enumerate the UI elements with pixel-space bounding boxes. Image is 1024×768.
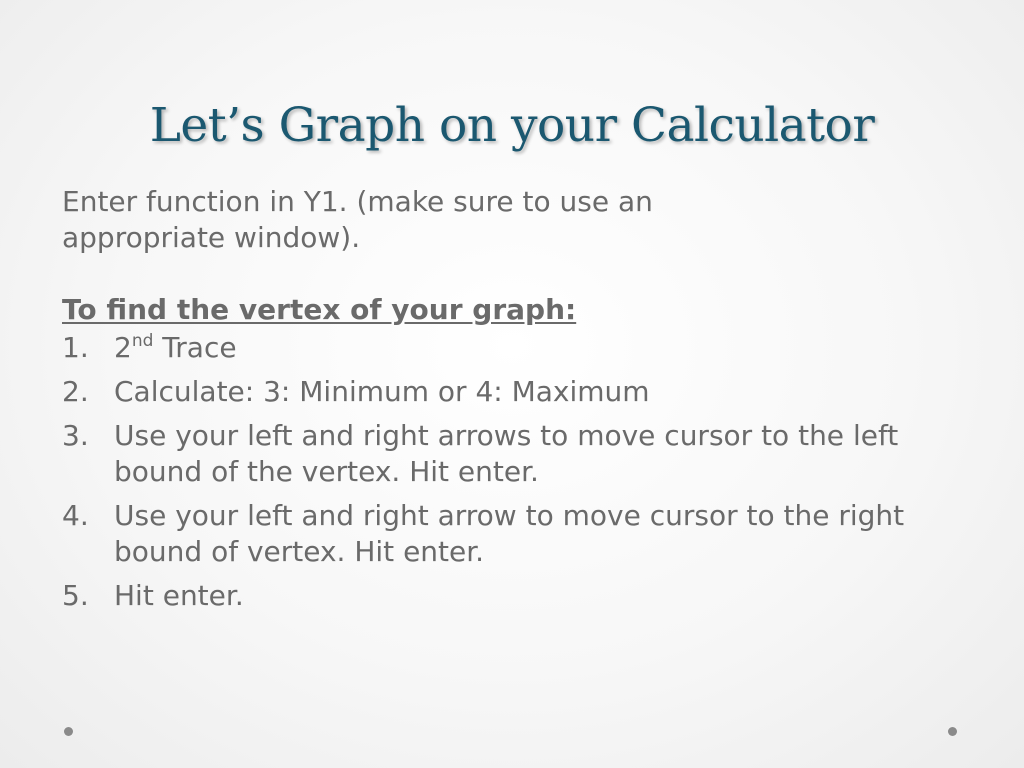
list-item xyxy=(62,330,962,366)
step-text-after: Trace xyxy=(153,331,237,364)
step-number: 5. xyxy=(62,579,89,612)
step-number: 2. xyxy=(62,375,89,408)
step-text: Use your left and right arrows to move cursor to the left bound of the vertex. Hit enter. xyxy=(114,419,899,488)
list-item xyxy=(62,498,962,570)
step-number: 3. xyxy=(62,419,89,452)
list-item xyxy=(62,418,962,490)
list-item xyxy=(62,578,962,614)
step-text: Use your left and right arrow to move cursor to the right bound of vertex. Hit enter. xyxy=(114,499,905,568)
decorative-dot-right-icon xyxy=(948,727,957,736)
decorative-dot-left-icon xyxy=(64,727,73,736)
slide-body xyxy=(62,184,962,622)
slide-title: Let’s Graph on your Calculator xyxy=(149,98,875,153)
list-item xyxy=(62,374,962,410)
step-text: Calculate: 3: Minimum or 4: Maximum xyxy=(114,375,650,408)
section-subheading: To find the vertex of your graph: xyxy=(62,293,577,326)
step-number: 4. xyxy=(62,499,89,532)
step-superscript: nd xyxy=(131,331,154,351)
step-text: Hit enter. xyxy=(114,579,244,612)
step-number: 1. xyxy=(62,331,89,364)
step-text: 2 xyxy=(114,331,132,364)
intro-text: Enter function in Y1. (make sure to use an appropriate window). xyxy=(62,185,653,254)
steps-list xyxy=(62,330,962,614)
